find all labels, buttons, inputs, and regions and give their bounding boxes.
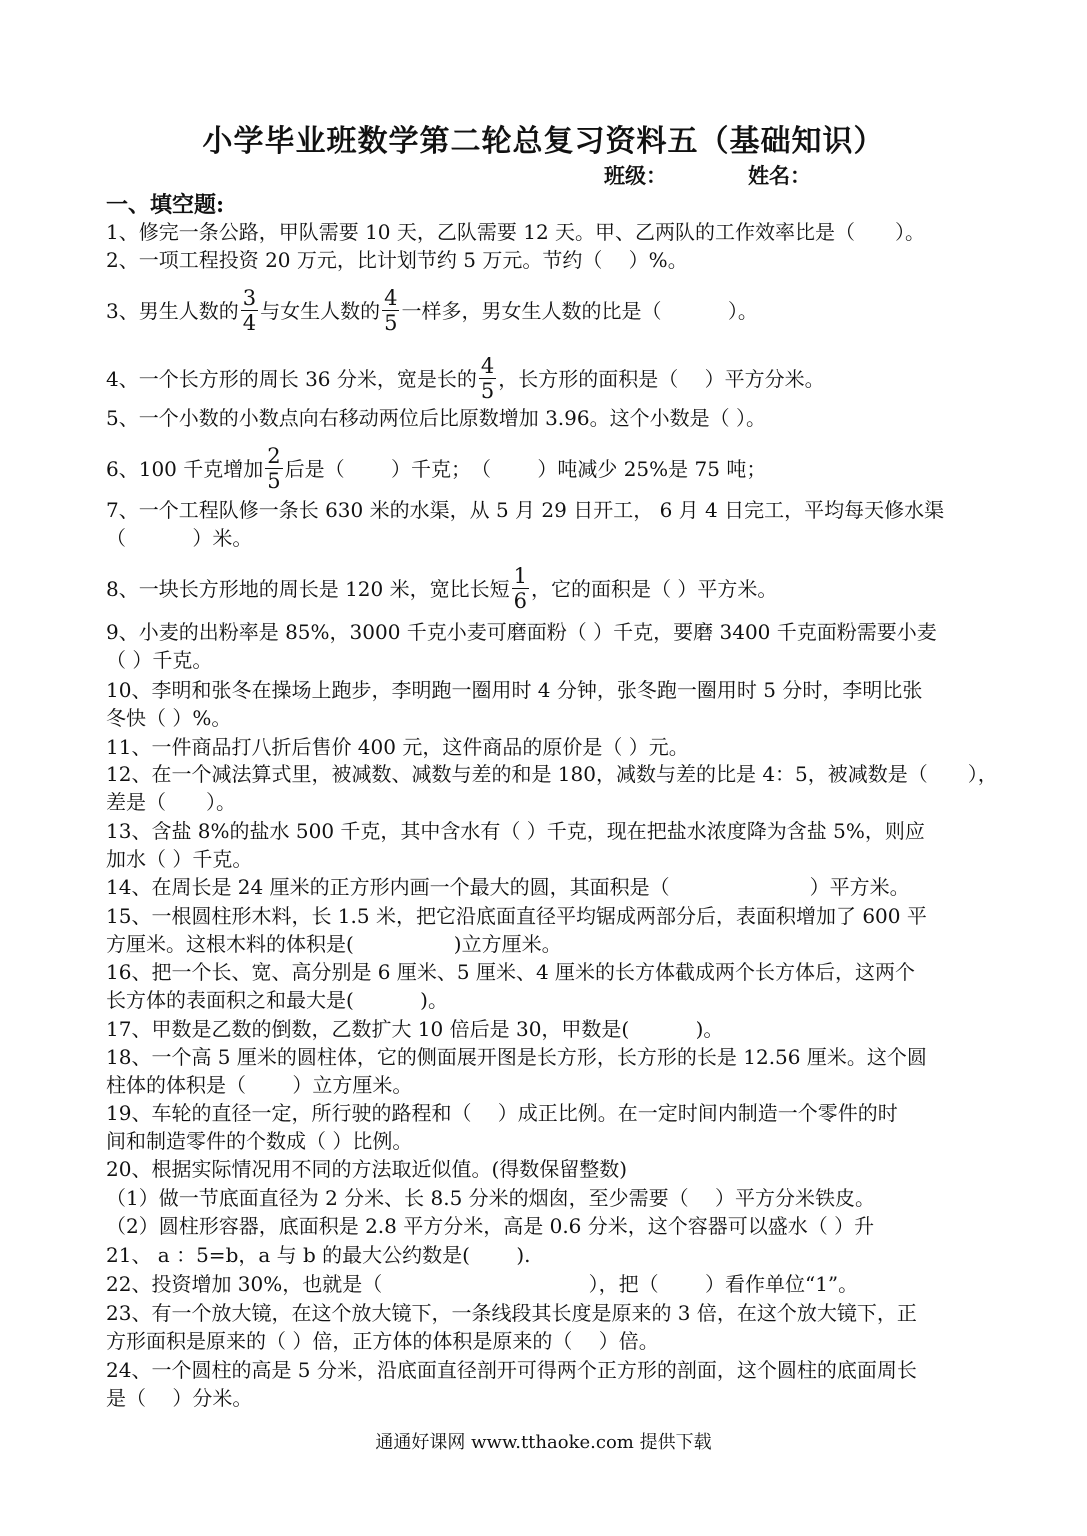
question-3-text-c: 一样多，男女生人数的比是（ ）。 [401,299,758,323]
question-8 [106,566,986,615]
question-24-line-2: 是（ ）分米。 [106,1386,253,1410]
question-6 [106,446,986,495]
question-7-line-1: 7、一个工程队修一条长 630 米的水渠，从 5 月 29 日开工， 6 月 4 日完工，平均每天修水渠 [106,498,945,522]
question-9-line-2: （ ）千克。 [106,648,213,672]
denominator: 6 [513,589,527,613]
question-4-text-b: ，长方形的面积是（ ）平方分米。 [498,367,825,391]
question-7-line-2: （ ）米。 [106,526,253,550]
question-3-text-a: 3、男生人数的 [106,299,239,323]
fraction [382,286,399,335]
question-12-line-1: 12、在一个减法算式里，被减数、减数与差的和是 180，减数与差的比是 4：5，被减数是（ ）， [106,762,998,786]
denominator: 5 [384,311,398,335]
question-6-text-b: 后是（ ）千克； （ ）吨减少 25%是 75 吨； [284,457,767,481]
question-15-line-2: 方厘米。这根木料的体积是( )立方厘米。 [106,932,562,956]
fraction [512,564,529,613]
footer-source: 通通好课网 www.tthaoke.com 提供下载 [375,1432,712,1453]
fraction [479,354,496,403]
question-8-text-a: 8、一块长方形地的周长是 120 米，宽比长短 [106,577,510,601]
question-21: 21、 a ：5=b，a 与 b 的最大公约数是( ). [106,1243,531,1267]
numerator: 4 [480,354,495,378]
question-3 [106,288,986,337]
question-9-line-1: 9、小麦的出粉率是 85%，3000 千克小麦可磨面粉（ ）千克，要磨 3400 千克面粉需要小麦 [106,620,937,644]
name-label: 姓名： [748,163,811,188]
question-20-1: （1）做一节底面直径为 2 分米、长 8.5 分米的烟囱，至少需要（ ）平方分米铁皮。 [106,1186,876,1210]
denominator: 4 [242,311,257,335]
question-13-line-1: 13、含盐 8%的盐水 500 千克，其中含水有（ ）千克，现在把盐水浓度降为含盐 5%，则应 [106,819,925,843]
question-6-text-a: 6、100 千克增加 [106,457,264,481]
fraction [241,286,258,335]
fraction [265,444,282,493]
question-24-line-1: 24、一个圆柱的高是 5 分米，沿底面直径剖开可得两个正方形的剖面，这个圆柱的底面周长 [106,1358,917,1382]
question-4 [106,356,986,405]
class-label: 班级： [604,163,667,188]
question-13-line-2: 加水（ ）千克。 [106,847,253,871]
question-3-text-b: 与女生人数的 [260,299,381,323]
question-15-line-1: 15、一根圆柱形木料，长 1.5 米，把它沿底面直径平均锯成两部分后，表面积增加了 600 平 [106,904,927,928]
question-20: 20、根据实际情况用不同的方法取近似值。(得数保留整数) [106,1157,628,1181]
numerator: 3 [242,286,257,310]
section-title: 一、填空题: [106,192,225,218]
question-18-line-2: 柱体的体积是（ ）立方厘米。 [106,1073,413,1097]
question-19-line-1: 19、车轮的直径一定，所行驶的路程和（ ）成正比例。在一定时间内制造一个零件的时 [106,1101,898,1125]
question-16-line-2: 长方体的表面积之和最大是( )。 [106,988,448,1012]
question-23-line-1: 23、有一个放大镜，在这个放大镜下，一条线段其长度是原来的 3 倍，在这个放大镜下，正 [106,1301,917,1325]
page-title: 小学毕业班数学第二轮总复习资料五（基础知识） [202,124,885,159]
denominator: 5 [480,379,495,403]
numerator: 1 [513,564,527,588]
question-10-line-2: 冬快（ ）%。 [106,706,232,730]
question-10-line-1: 10、李明和张冬在操场上跑步，李明跑一圈用时 4 分钟，张冬跑一圈用时 5 分时，李明比张 [106,678,923,702]
question-8-text-b: ，它的面积是（ ）平方米。 [531,577,778,601]
question-18-line-1: 18、一个高 5 厘米的圆柱体，它的侧面展开图是长方形，长方形的长是 12.56 厘米。这个圆 [106,1045,927,1069]
question-19-line-2: 间和制造零件的个数成（ ）比例。 [106,1129,413,1153]
question-2: 2、一项工程投资 20 万元，比计划节约 5 万元。节约（ ）%。 [106,248,688,272]
question-12-line-2: 差是（ ）。 [106,790,236,814]
numerator: 4 [384,286,398,310]
question-23-line-2: 方形面积是原来的（ ）倍，正方体的体积是原来的（ ）倍。 [106,1329,659,1353]
question-5: 5、一个小数的小数点向右移动两位后比原数增加 3.96。这个小数是（ ）。 [106,406,766,430]
denominator: 5 [267,469,281,493]
question-4-text-a: 4、一个长方形的周长 36 分米，宽是长的 [106,367,477,391]
question-20-2: （2）圆柱形容器，底面积是 2.8 平方分米，高是 0.6 分米，这个容器可以盛水（ ）升 [106,1214,875,1238]
question-17: 17、甲数是乙数的倒数，乙数扩大 10 倍后是 30，甲数是( )。 [106,1017,724,1041]
numerator: 2 [267,444,281,468]
question-14: 14、在周长是 24 厘米的正方形内画一个最大的圆，其面积是（ ）平方米。 [106,875,910,899]
question-22: 22、投资增加 30%，也就是（ ），把（ ）看作单位“1”。 [106,1272,859,1296]
question-11: 11、一件商品打八折后售价 400 元，这件商品的原价是（ ）元。 [106,735,689,759]
question-16-line-1: 16、把一个长、宽、高分别是 6 厘米、5 厘米、4 厘米的长方体截成两个长方体后，这两个 [106,960,916,984]
question-1: 1、修完一条公路，甲队需要 10 天，乙队需要 12 天。甲、乙两队的工作效率比是（ ）。 [106,220,926,244]
